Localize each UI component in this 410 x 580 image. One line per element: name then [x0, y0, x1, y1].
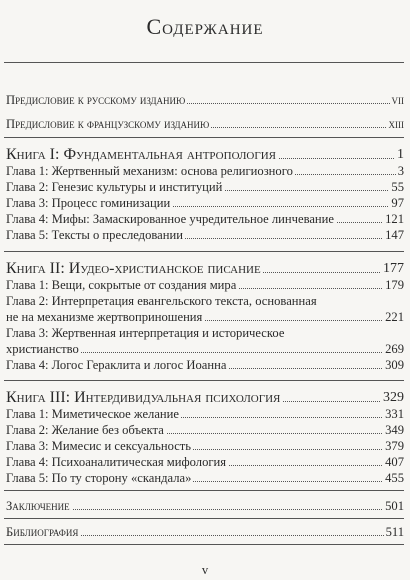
chapter-page: 331 [385, 407, 404, 421]
chapter-title-cont: христианство [6, 342, 79, 356]
toc-chapter[interactable] [6, 470, 404, 486]
chapter-title: Глава 5: Тексты о преследовании [6, 228, 183, 242]
divider [4, 490, 404, 491]
chapter-title: Глава 1: Жертвенный механизм: основа религиозного [6, 164, 293, 178]
chapter-page: 407 [385, 455, 404, 469]
toc-chapter[interactable] [6, 406, 404, 422]
toc-chapter[interactable] [6, 438, 404, 454]
divider [4, 380, 404, 381]
toc-chapter[interactable] [6, 277, 404, 293]
book-page: 177 [383, 261, 404, 276]
entry-title: Предисловие к французскому изданию [6, 117, 210, 131]
entry-page: xiii [388, 117, 404, 131]
toc-chapter[interactable] [6, 179, 404, 195]
chapter-title: Глава 3: Мимесис и сексуальность [6, 439, 192, 453]
toc-chapter[interactable] [6, 163, 404, 179]
chapter-title: Глава 5: По ту сторону «скандала» [6, 471, 192, 485]
toc-entry-preface-russian[interactable] [6, 92, 404, 108]
toc-chapter[interactable] [6, 293, 404, 325]
book-title: Книга III: Интердивидуальная психология [6, 389, 281, 406]
toc-entry-conclusion[interactable] [6, 498, 404, 514]
chapter-title: Глава 4: Мифы: Замаскированное учредительное линчевание [6, 212, 335, 226]
toc-chapter[interactable] [6, 357, 404, 373]
page-title: Содержание [146, 14, 264, 39]
toc-chapter[interactable] [6, 195, 404, 211]
chapter-title: Глава 4: Логос Гераклита и логос Иоанна [6, 358, 227, 372]
toc-chapter[interactable] [6, 325, 404, 357]
chapter-page: 3 [397, 164, 404, 178]
chapter-title: Глава 2: Желание без объекта [6, 423, 164, 437]
chapter-title: Глава 3: Процесс гоминизации [6, 196, 171, 210]
toc-chapter[interactable] [6, 227, 404, 243]
entry-page: vii [391, 93, 404, 107]
toc-book-1[interactable] [6, 147, 404, 163]
book-title: Книга II: Иудео-христианское писание [6, 260, 261, 277]
chapter-page: 55 [391, 180, 404, 194]
entry-page: 501 [385, 499, 404, 513]
chapter-page: 121 [385, 212, 404, 226]
chapter-page: 455 [385, 471, 404, 485]
toc-entry-bibliography[interactable] [6, 524, 404, 540]
entry-title: Заключение [6, 499, 70, 513]
chapter-page: 147 [385, 228, 404, 242]
toc-chapter[interactable] [6, 422, 404, 438]
toc-chapter[interactable] [6, 454, 404, 470]
chapter-title: Глава 4: Психоаналитическая мифология [6, 455, 227, 469]
divider [4, 62, 404, 63]
chapter-page: 179 [385, 278, 404, 292]
chapter-title: Глава 3: Жертвенная интерпретация и историческое [6, 326, 285, 340]
divider [4, 544, 404, 545]
page-number: v [201, 563, 209, 577]
chapter-page: 221 [385, 310, 404, 324]
entry-page: 511 [385, 525, 404, 539]
toc-chapter[interactable] [6, 211, 404, 227]
chapter-title: Глава 1: Миметическое желание [6, 407, 179, 421]
chapter-page: 97 [391, 196, 404, 210]
book-page: 1 [397, 147, 404, 162]
book-title: Книга I: Фундаментальная антропология [6, 146, 277, 163]
toc-entry-preface-french[interactable] [6, 116, 404, 132]
divider [4, 137, 404, 138]
entry-title: Библиография [6, 525, 79, 539]
chapter-title: Глава 2: Генезис культуры и институций [6, 180, 223, 194]
chapter-title: Глава 1: Вещи, сокрытые от создания мира [6, 278, 237, 292]
divider [4, 518, 404, 519]
toc-book-3[interactable] [6, 390, 404, 406]
book-page: 329 [383, 390, 404, 405]
divider [4, 251, 404, 252]
chapter-page: 349 [385, 423, 404, 437]
chapter-title-cont: не на механизме жертвоприношения [6, 310, 203, 324]
toc-book-2[interactable] [6, 261, 404, 277]
chapter-title: Глава 2: Интерпретация евангельского текста, основанная [6, 294, 317, 308]
chapter-page: 309 [385, 358, 404, 372]
chapter-page: 379 [385, 439, 404, 453]
chapter-page: 269 [385, 342, 404, 356]
entry-title: Предисловие к русскому изданию [6, 93, 186, 107]
